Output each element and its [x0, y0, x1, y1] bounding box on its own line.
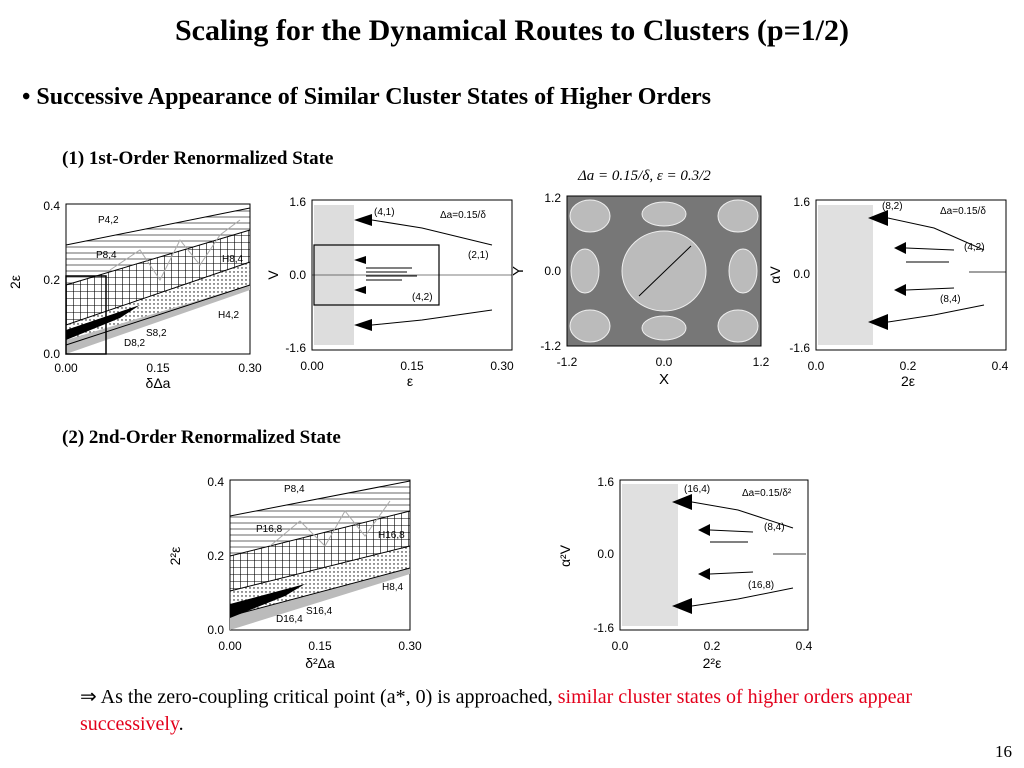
f5-xtick-2: 0.30 — [398, 639, 422, 653]
f6-ytick-1: 0.0 — [597, 547, 614, 561]
page-number: 16 — [995, 742, 1012, 761]
f2-ylabel: V — [265, 270, 281, 280]
f2-ytick-1: 0.0 — [289, 268, 306, 282]
f4-label-0: (8,2) — [882, 201, 903, 212]
f5-xlabel: δ²Δa — [305, 655, 335, 671]
f1-label-2: H8,4 — [222, 254, 244, 265]
f4-legend: Δa=0.15/δ — [940, 206, 986, 217]
conclusion-text — [80, 684, 960, 738]
f1-ylabel: 2ε — [7, 274, 23, 290]
f6-ytick-2: -1.6 — [593, 621, 614, 635]
f4-xlabel: 2ε — [900, 373, 916, 389]
f1-xlabel: δΔa — [145, 375, 171, 390]
f3-xlabel: X — [658, 371, 670, 388]
f5-label-1: P16,8 — [256, 524, 283, 535]
f3-ytick-1: 0.0 — [544, 264, 561, 278]
f4-xtick-2: 0.4 — [991, 359, 1009, 373]
f1-xtick-1: 0.15 — [146, 361, 170, 375]
conclusion-highlight: similar cluster states of higher orders appear successively — [80, 686, 913, 735]
f5-xtick-0: 0.00 — [218, 639, 242, 653]
f3-ylabel: Y — [510, 265, 527, 277]
figure-phase-diagram-1 — [0, 190, 270, 390]
f6-xtick-2: 0.4 — [795, 639, 813, 653]
f5-label-2: H16,8 — [378, 530, 405, 541]
f4-ylabel: αV — [767, 266, 783, 284]
f4-label-1: (4,2) — [964, 242, 985, 253]
f5-xtick-1: 0.15 — [308, 639, 332, 653]
figure-bifurcation-1 — [262, 190, 527, 390]
f5-ytick-1: 0.2 — [207, 549, 224, 563]
f1-label-5: D8,2 — [124, 338, 146, 349]
f1-xtick-2: 0.30 — [238, 361, 262, 375]
f1-label-4: S8,2 — [146, 328, 167, 339]
f6-legend: Δa=0.15/δ² — [742, 488, 792, 499]
f2-label-2: (4,2) — [412, 292, 433, 303]
f2-xtick-2: 0.30 — [490, 359, 514, 373]
figure-bifurcation-scaled-2 — [548, 466, 818, 678]
implies-arrow: ⇒ — [80, 686, 97, 708]
f1-label-0: P4,2 — [98, 215, 119, 226]
f2-ytick-2: -1.6 — [285, 341, 306, 355]
f6-xtick-0: 0.0 — [611, 639, 629, 653]
f1-ytick-0: 0.4 — [43, 199, 60, 213]
f2-ytick-0: 1.6 — [289, 195, 306, 209]
conclusion-lead: As the zero-coupling critical point (a*, 0) is approached, — [100, 686, 553, 708]
conclusion-end: . — [178, 713, 184, 735]
f3-xtick-1: 0.0 — [655, 355, 673, 369]
f4-xtick-0: 0.0 — [807, 359, 825, 373]
f5-ytick-0: 0.4 — [207, 475, 224, 489]
f2-xlabel: ε — [406, 373, 414, 389]
f4-ytick-1: 0.0 — [793, 267, 810, 281]
f3-ytick-0: 1.2 — [544, 191, 561, 205]
f5-ylabel: 2²ε — [167, 546, 183, 566]
section-2-heading: (2) 2nd-Order Renormalized State — [62, 427, 341, 448]
f6-xtick-1: 0.2 — [703, 639, 721, 653]
f5-label-5: D16,4 — [276, 614, 303, 625]
f1-xtick-0: 0.00 — [54, 361, 78, 375]
f5-label-4: S16,4 — [306, 606, 333, 617]
section-1-heading: (1) 1st-Order Renormalized State — [62, 148, 334, 169]
f6-ytick-0: 1.6 — [597, 475, 614, 489]
f1-ytick-2: 0.0 — [43, 347, 60, 361]
formula-label: Δa = 0.15/δ, ε = 0.3/2 — [578, 168, 711, 184]
f6-label-2: (16,8) — [748, 580, 775, 591]
figure-phase-diagram-2 — [160, 466, 422, 678]
f2-label-0: (4,1) — [374, 207, 395, 218]
f2-label-1: (2,1) — [468, 250, 489, 261]
f6-label-0: (16,4) — [684, 484, 711, 495]
f1-label-1: P8,4 — [96, 250, 117, 261]
f6-ylabel: α²V — [557, 544, 573, 568]
f5-label-0: P8,4 — [284, 484, 305, 495]
f4-ytick-2: -1.6 — [789, 341, 810, 355]
f2-xtick-0: 0.00 — [300, 359, 324, 373]
figure-attractor-map — [505, 186, 785, 390]
f3-ytick-2: -1.2 — [540, 339, 561, 353]
f3-xtick-2: 1.2 — [752, 355, 770, 369]
f6-label-1: (8,4) — [764, 522, 785, 533]
bullet-heading: • Successive Appearance of Similar Cluster States of Higher Orders — [22, 84, 712, 110]
f4-label-2: (8,4) — [940, 294, 961, 305]
f5-label-3: H8,4 — [382, 582, 404, 593]
f5-ytick-2: 0.0 — [207, 623, 224, 637]
figure-bifurcation-scaled-1 — [764, 190, 1019, 390]
f4-xtick-1: 0.2 — [899, 359, 917, 373]
f2-legend: Δa=0.15/δ — [440, 210, 486, 221]
f4-ytick-0: 1.6 — [793, 195, 810, 209]
f2-xtick-1: 0.15 — [400, 359, 424, 373]
f1-label-3: H4,2 — [218, 310, 240, 321]
f1-ytick-1: 0.2 — [43, 273, 60, 287]
slide-title: Scaling for the Dynamical Routes to Clusters (p=1/2) — [174, 14, 849, 47]
f6-xlabel: 2²ε — [702, 655, 722, 671]
f3-xtick-0: -1.2 — [556, 355, 578, 369]
